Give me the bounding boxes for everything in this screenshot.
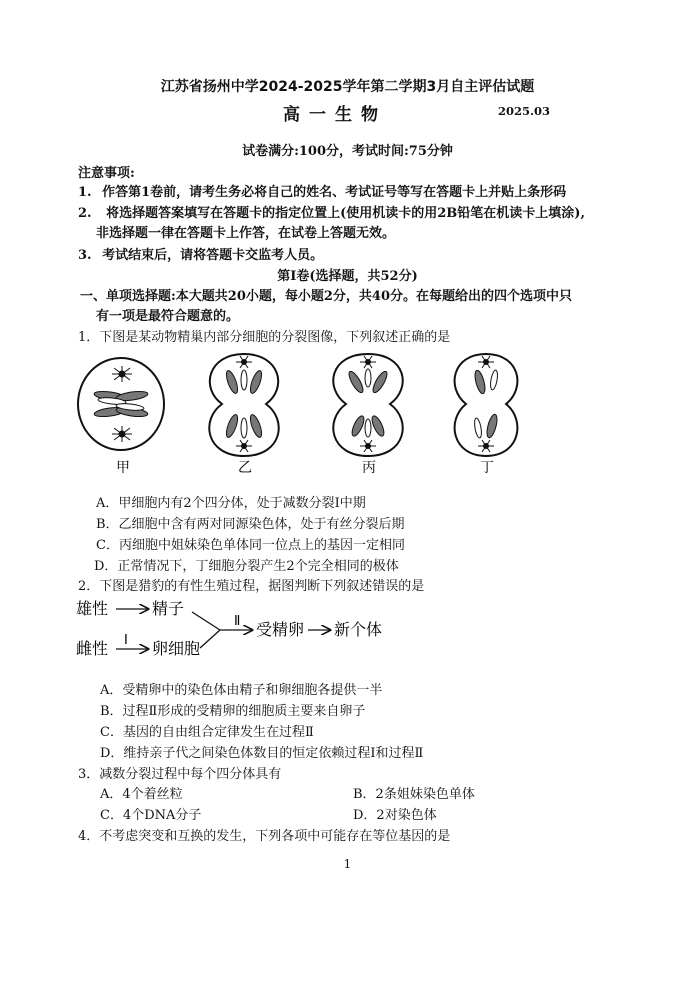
- label-sperm: 精子: [152, 599, 185, 618]
- q3-option-d: D．2对染色体: [353, 808, 437, 823]
- cell-label-yi: 乙: [238, 460, 252, 476]
- note-text: 将选择题答案填写在答题卡的指定位置上(使用机读卡的用2B铅笔在机读卡上填涂),: [106, 206, 585, 221]
- cell-label-ding: 丁: [480, 460, 494, 476]
- q2-option-d: D．维持亲子代之间染色体数目的恒定依赖过程Ⅰ和过程Ⅱ: [100, 746, 424, 761]
- question-2-stem: 2．下图是猎豹的有性生殖过程，据图判断下列叙述错误的是: [78, 579, 425, 594]
- note-item-1: [78, 181, 566, 200]
- note-number: 3.: [78, 248, 92, 263]
- section-instruction: 一、单项选择题:本大题共20小题，每小题2分，共40分。在每题给出的四个选项中只: [80, 289, 573, 304]
- note-number: 2.: [78, 206, 92, 221]
- q3-option-b: B．2条姐妹染色单体: [353, 787, 475, 802]
- label-step-one: Ⅰ: [124, 633, 128, 648]
- cell-ding-diagram: [455, 354, 518, 456]
- q3-option-c: C．4个DNA分子: [100, 808, 202, 823]
- label-offspring: 新个体: [334, 620, 383, 639]
- notes-heading: 注意事项:: [78, 166, 135, 181]
- q2-option-a: A．受精卵中的染色体由精子和卵细胞各提供一半: [100, 683, 383, 698]
- note-item-2-continued: 非选择题一律在答题卡上作答，在试卷上答题无效。: [96, 226, 396, 241]
- exam-meta: 试卷满分:100分，考试时间:75分钟: [242, 144, 453, 159]
- label-zygote: 受精卵: [256, 620, 305, 639]
- cell-jia-diagram: [78, 358, 164, 450]
- label-male: 雄性: [76, 599, 109, 618]
- q1-option-b: B．乙细胞中含有两对同源染色体，处于有丝分裂后期: [96, 517, 405, 532]
- note-item-2: [78, 202, 585, 221]
- note-number: 1.: [78, 185, 92, 200]
- q3-option-a: A．4个着丝粒: [100, 787, 183, 802]
- q1-option-a: A．甲细胞内有2个四分体，处于减数分裂Ⅰ中期: [96, 496, 366, 511]
- cell-division-figure: [70, 348, 540, 478]
- label-female: 雌性: [76, 639, 109, 658]
- reproduction-flow-diagram: [74, 594, 394, 666]
- q2-option-b: B．过程Ⅱ形成的受精卵的细胞质主要来自卵子: [100, 704, 366, 719]
- q1-option-d: D．正常情况下，丁细胞分裂产生2个完全相同的极体: [94, 559, 399, 574]
- question-3-stem: 3．减数分裂过程中每个四分体具有: [78, 767, 282, 782]
- section-heading: 第I卷(选择题，共52分): [277, 269, 418, 284]
- question-4-stem: 4．不考虑突变和互换的发生，下列各项中可能存在等位基因的是: [78, 829, 451, 844]
- label-egg: 卵细胞: [152, 639, 201, 658]
- label-step-two: Ⅱ: [234, 614, 241, 629]
- q2-option-c: C．基因的自由组合定律发生在过程Ⅱ: [100, 725, 314, 740]
- exam-date: 2025.03: [498, 104, 551, 118]
- cell-label-bing: 丙: [362, 460, 376, 476]
- section-instruction-continued: 有一项是最符合题意的。: [96, 309, 240, 324]
- question-1-stem: 1．下图是某动物精巢内部分细胞的分裂图像，下列叙述正确的是: [78, 330, 451, 345]
- cell-bing-diagram: [333, 354, 402, 456]
- cell-label-jia: 甲: [116, 460, 130, 476]
- note-text: 考试结束后，请将答题卡交监考人员。: [102, 248, 324, 263]
- exam-title: 江苏省扬州中学2024-2025学年第二学期3月自主评估试题: [160, 79, 535, 95]
- page-number: 1: [343, 857, 352, 871]
- subject-title: 高一生物: [283, 105, 387, 125]
- cell-yi-diagram: [209, 354, 278, 456]
- note-text: 作答第1卷前，请考生务必将自己的姓名、考试证号等写在答题卡上并贴上条形码: [102, 185, 567, 200]
- q1-option-c: C．丙细胞中姐妹染色单体同一位点上的基因一定相同: [96, 538, 405, 553]
- note-item-3: [78, 244, 323, 263]
